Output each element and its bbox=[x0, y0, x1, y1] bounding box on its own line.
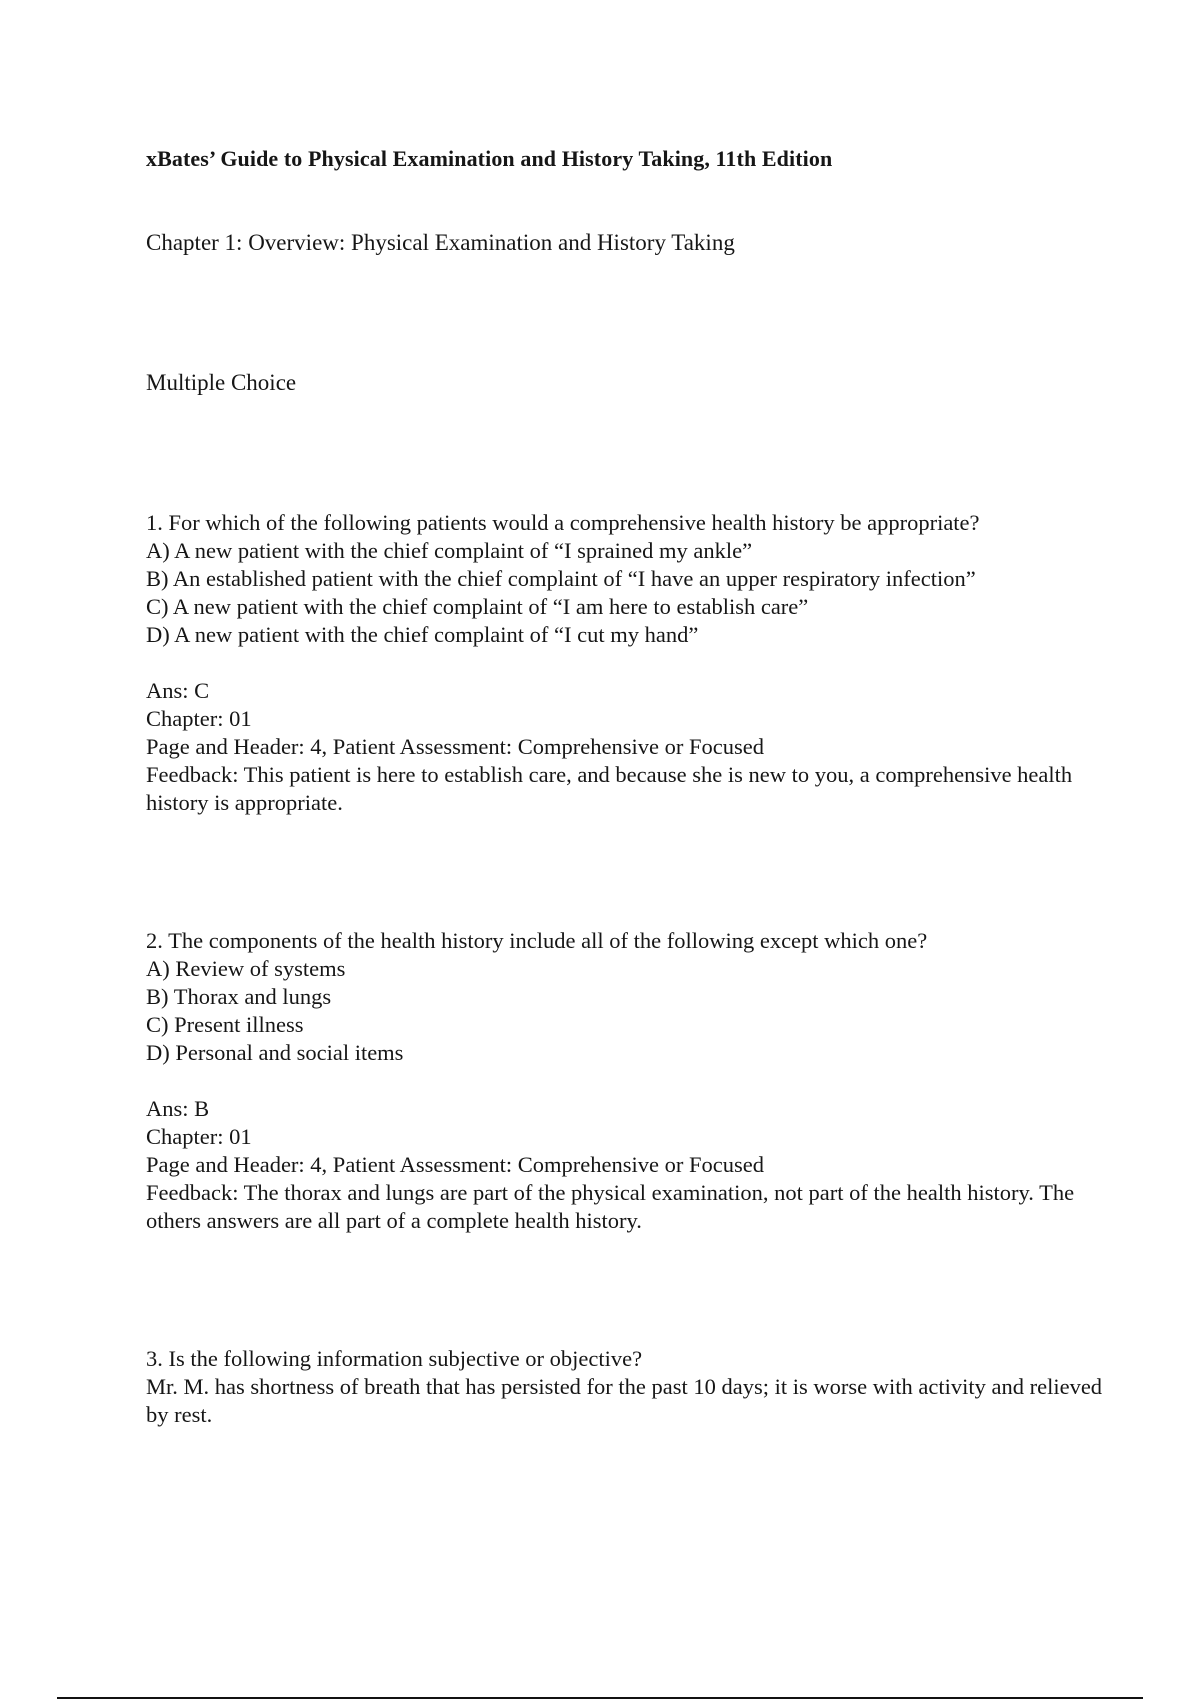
page-header-reference: Page and Header: 4, Patient Assessment: Comprehensive or Focused bbox=[146, 1152, 765, 1177]
question-stem: Mr. M. has shortness of breath that has persisted for the past 10 days; it is worse with activity and relieved by rest. bbox=[146, 1374, 1103, 1427]
question-prompt: 3. Is the following information subjective or objective? bbox=[146, 1346, 643, 1371]
question-2 bbox=[146, 927, 1106, 1235]
answer-option-d: D) A new patient with the chief complaint of “I cut my hand” bbox=[146, 622, 699, 647]
spacer bbox=[146, 1067, 1106, 1095]
document-title: xBates’ Guide to Physical Examination and History Taking, 11th Edition bbox=[146, 146, 833, 171]
answer-option-a: A) A new patient with the chief complaint of “I sprained my ankle” bbox=[146, 538, 753, 563]
chapter-reference: Chapter: 01 bbox=[146, 706, 252, 731]
answer-key: Ans: B bbox=[146, 1096, 210, 1121]
answer-option-b: B) An established patient with the chief complaint of “I have an upper respiratory infection” bbox=[146, 566, 976, 591]
answer-option-a: A) Review of systems bbox=[146, 956, 346, 981]
answer-option-c: C) Present illness bbox=[146, 1012, 304, 1037]
question-1 bbox=[146, 509, 1106, 817]
feedback-text: Feedback: This patient is here to establish care, and because she is new to you, a comprehensive health history is appropriate. bbox=[146, 762, 1073, 815]
answer-option-d: D) Personal and social items bbox=[146, 1040, 404, 1065]
question-prompt: 2. The components of the health history include all of the following except which one? bbox=[146, 928, 928, 953]
spacer bbox=[146, 649, 1106, 677]
feedback-text: Feedback: The thorax and lungs are part of the physical examination, not part of the health history. The others answers are all part of a complete health history. bbox=[146, 1180, 1075, 1233]
answer-option-b: B) Thorax and lungs bbox=[146, 984, 332, 1009]
footer-divider bbox=[57, 1697, 1143, 1699]
section-heading: Multiple Choice bbox=[146, 370, 297, 395]
question-3 bbox=[146, 1345, 1106, 1429]
chapter-heading: Chapter 1: Overview: Physical Examination and History Taking bbox=[146, 230, 735, 255]
answer-option-c: C) A new patient with the chief complaint of “I am here to establish care” bbox=[146, 594, 809, 619]
answer-key: Ans: C bbox=[146, 678, 210, 703]
question-prompt: 1. For which of the following patients would a comprehensive health history be appropriate? bbox=[146, 510, 980, 535]
chapter-reference: Chapter: 01 bbox=[146, 1124, 252, 1149]
page-header-reference: Page and Header: 4, Patient Assessment: Comprehensive or Focused bbox=[146, 734, 765, 759]
